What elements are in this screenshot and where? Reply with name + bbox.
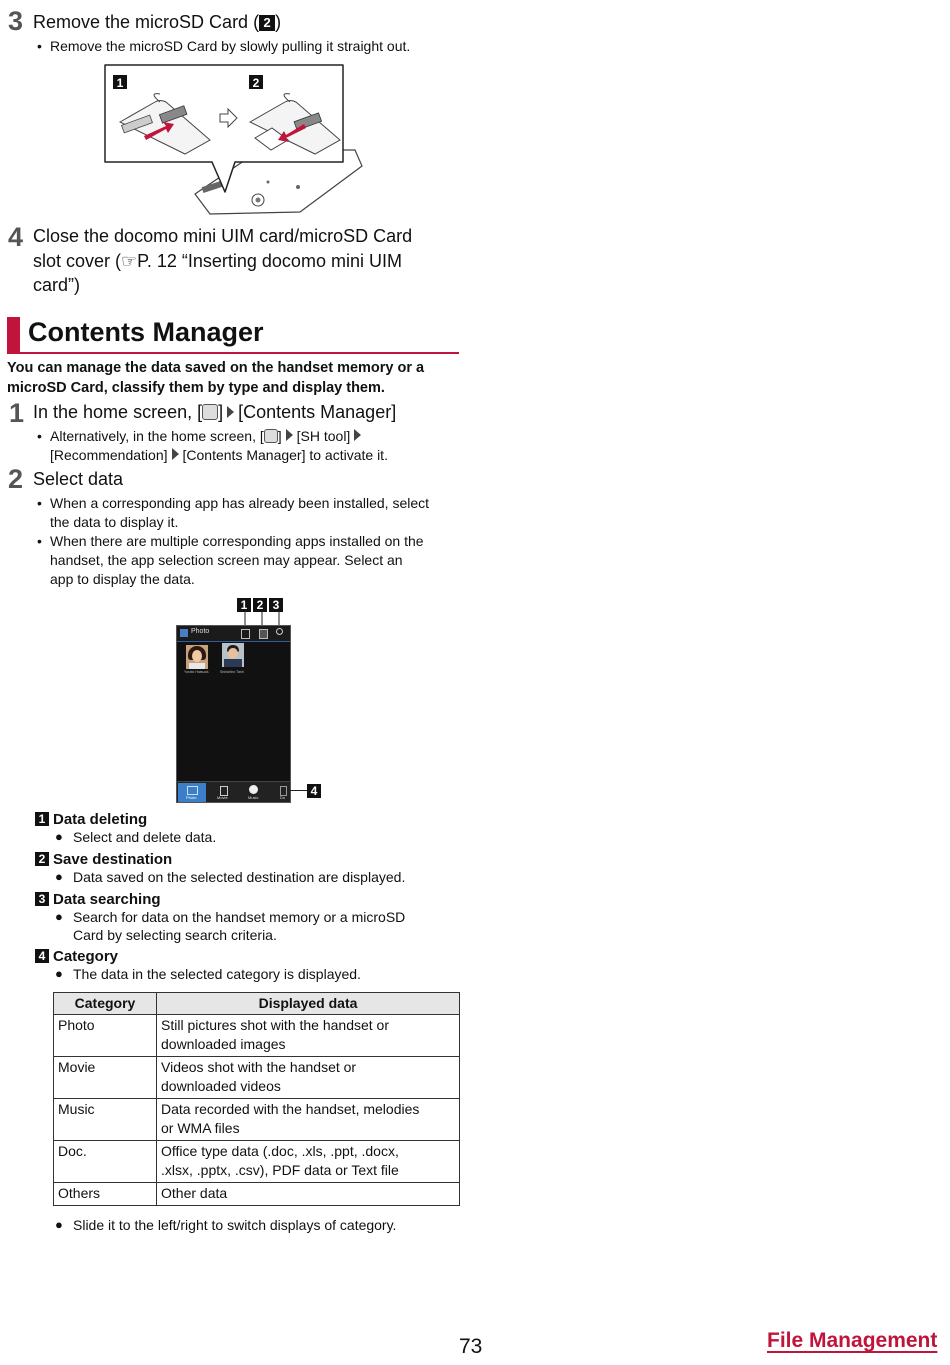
- table-cell-data: [157, 1057, 460, 1099]
- legend-4-desc: [55, 965, 361, 983]
- step-4-title-line-2-text: slot cover (: [33, 250, 122, 271]
- delete-icon[interactable]: [241, 629, 250, 639]
- step-2-bullet-2-line-1: When there are multiple corresponding apps installed on the: [50, 533, 424, 549]
- step-2-bullet-1-line-1: When a corresponding app has already been installed, select: [50, 495, 430, 511]
- section-accent-bar: [7, 317, 20, 352]
- step-1-bullet-sh-tool: [SH tool]: [296, 428, 351, 444]
- table-cell-data: [157, 1183, 460, 1206]
- category-tab-bar: [177, 781, 290, 803]
- step-3-title-close: ): [275, 12, 282, 32]
- bullet-dot: ●: [55, 909, 63, 924]
- table-cell-data: [157, 1141, 460, 1183]
- step-4-title-line-2: [33, 249, 463, 274]
- bullet-dot: •: [37, 495, 42, 511]
- legend-3-title-text: Data searching: [53, 891, 161, 908]
- tab-photo[interactable]: [178, 783, 206, 802]
- table-row: [54, 1057, 460, 1099]
- step-4-title-line-2-ref: P. 12 “Inserting docomo mini UIM: [137, 250, 402, 271]
- step-2-bullet-2-line-2: handset, the app selection screen may appear. Select an: [50, 552, 403, 568]
- microsd-removal-illustration: [100, 62, 365, 220]
- step-3-bullet-text: Remove the microSD Card by slowly pulling it straight out.: [50, 38, 411, 54]
- step-2-title: Select data: [33, 469, 124, 489]
- apps-icon: [202, 404, 218, 420]
- search-icon[interactable]: [276, 628, 283, 635]
- callout-4-wrap: [307, 783, 321, 801]
- table-cell-line: Still pictures shot with the handset or: [161, 1017, 390, 1033]
- legend-1-title-text: Data deleting: [53, 811, 148, 828]
- section-intro-line-2: microSD Card, classify them by type and display them.: [7, 380, 385, 396]
- reference-hand-icon: ☞: [121, 250, 138, 271]
- step-arrow-icon: [172, 448, 179, 460]
- bullet-dot: ●: [55, 966, 63, 981]
- table-row: [54, 1015, 460, 1057]
- legend-4-number: 4: [35, 949, 49, 963]
- legend-2-title-text: Save destination: [53, 851, 173, 868]
- table-row: [54, 1141, 460, 1183]
- table-cell-category: Others: [54, 1183, 157, 1206]
- photo-1-caption: Yoshio Hatsuda: [184, 670, 209, 674]
- step-4-number: 4: [8, 222, 24, 252]
- table-cell-line: Other data: [161, 1185, 228, 1201]
- photo-thumbnail-1[interactable]: [186, 645, 208, 669]
- step-2-bullet-1: [37, 494, 430, 532]
- bullet-dot: ●: [55, 869, 63, 884]
- legend-1-desc-line-1: Select and delete data.: [73, 829, 217, 845]
- chapter-title: File Management: [767, 1329, 938, 1352]
- phone-header: [177, 626, 290, 642]
- table-cell-line: Videos shot with the handset or: [161, 1059, 357, 1075]
- step-3-title: [33, 12, 281, 33]
- step-1-bullet-close: ]: [277, 428, 282, 444]
- step-1-number: 1: [9, 398, 25, 428]
- legend-4-title: [35, 948, 118, 965]
- person-face: [228, 648, 238, 659]
- step-2-bullet-1-line-2: the data to display it.: [50, 514, 179, 530]
- bullet-dot: •: [37, 38, 42, 54]
- apps-icon: [264, 429, 278, 443]
- bullet-dot: •: [37, 428, 42, 444]
- table-row: [54, 1099, 460, 1141]
- step-1-bullet-text: Alternatively, in the home screen, [: [50, 428, 264, 444]
- legend-1-number: 1: [35, 812, 49, 826]
- step-1-title-close: ]: [218, 402, 224, 422]
- person-suit: [224, 659, 242, 667]
- bullet-dot: ●: [55, 829, 63, 844]
- phone-screen: [176, 625, 291, 803]
- table-header-category: Category: [54, 993, 157, 1015]
- table-cell-line: downloaded images: [161, 1036, 286, 1052]
- callout-labels: [237, 597, 283, 611]
- legend-1-title: [35, 811, 147, 828]
- step-4-title: [33, 224, 463, 298]
- callout-1: 1: [237, 598, 251, 612]
- step-3-bullet: [37, 37, 411, 56]
- bullet-dot: •: [37, 533, 42, 549]
- photo-app-icon: [180, 629, 188, 637]
- tab-doc-label: Do: [280, 795, 286, 800]
- step-3-title-text: Remove the microSD Card (: [33, 12, 260, 32]
- photo-thumbnail-2[interactable]: [222, 643, 244, 667]
- table-cell-line: Data recorded with the handset, melodies: [161, 1101, 420, 1117]
- table-cell-line: .xlsx, .pptx, .csv), PDF data or Text file: [161, 1162, 399, 1178]
- legend-3-desc: [55, 908, 406, 944]
- person-shirt: [189, 663, 205, 669]
- table-header-displayed-data: Displayed data: [157, 993, 460, 1015]
- footer-note: [55, 1216, 397, 1234]
- table-cell-category: Doc.: [54, 1141, 157, 1183]
- section-intro: [7, 358, 424, 398]
- legend-4-title-text: Category: [53, 948, 119, 965]
- callout-2: 2: [253, 598, 267, 612]
- callout-3: 3: [269, 598, 283, 612]
- tab-music-icon: [249, 785, 258, 794]
- step-3-title-box: 2: [259, 15, 275, 31]
- table-cell-data: [157, 1099, 460, 1141]
- person-face: [192, 650, 202, 662]
- table-cell-data: [157, 1015, 460, 1057]
- step-1-bullet-contents-manager: [Contents Manager] to activate it.: [182, 447, 388, 463]
- step-4-title-line-3: card”): [33, 275, 81, 295]
- legend-1-desc: [55, 828, 217, 846]
- table-header-row: [54, 993, 460, 1015]
- step-1-title-target: [Contents Manager]: [238, 402, 397, 422]
- step-1-title-text: In the home screen, [: [33, 402, 203, 422]
- category-table: [53, 992, 460, 1206]
- section-intro-line-1: You can manage the data saved on the handset memory or a: [7, 360, 425, 376]
- figure-label-1: 1: [116, 76, 124, 90]
- legend-2-desc: [55, 868, 406, 886]
- step-1-bullet-recommendation: [Recommendation]: [50, 447, 168, 463]
- legend-3-number: 3: [35, 892, 49, 906]
- legend-2-title: [35, 851, 172, 868]
- table-cell-category: Photo: [54, 1015, 157, 1057]
- legend-3-desc-line-2: Card by selecting search criteria.: [73, 927, 277, 943]
- section-underline: [7, 352, 459, 354]
- table-cell-category: Music: [54, 1099, 157, 1141]
- tab-photo-label: Photo: [186, 795, 197, 800]
- step-arrow-icon: [286, 429, 293, 441]
- step-arrow-icon: [354, 429, 361, 441]
- tab-movie[interactable]: [210, 783, 236, 802]
- tab-photo-icon: [187, 786, 198, 795]
- page-number: 73: [459, 1335, 483, 1358]
- legend-3-title: [35, 891, 161, 908]
- callout-4-leader: [289, 790, 307, 791]
- tab-movie-label: Movie: [217, 795, 228, 800]
- step-1-title: [33, 402, 396, 423]
- step-2-number: 2: [8, 464, 24, 494]
- table-row: [54, 1183, 460, 1206]
- tab-music-label: Music: [248, 795, 259, 800]
- phone-header-title: Photo: [191, 628, 210, 635]
- figure-label-2: 2: [252, 76, 260, 90]
- step-1-bullet: [37, 427, 388, 465]
- table-cell-category: Movie: [54, 1057, 157, 1099]
- tab-music[interactable]: [241, 783, 267, 802]
- bullet-dot: ●: [55, 1217, 63, 1232]
- legend-2-number: 2: [35, 852, 49, 866]
- legend-4-desc-line-1: The data in the selected category is displayed.: [73, 966, 361, 982]
- table-cell-line: or WMA files: [161, 1120, 240, 1136]
- footer-note-text: Slide it to the left/right to switch displays of category.: [73, 1217, 397, 1233]
- photo-2-caption: Shinichiro Tanh: [220, 670, 244, 674]
- callout-4: 4: [307, 784, 321, 798]
- save-destination-icon[interactable]: [259, 629, 268, 639]
- tab-doc[interactable]: [276, 783, 290, 802]
- section-title: Contents Manager: [28, 317, 264, 347]
- table-cell-line: Office type data (.doc, .xls, .ppt, .docx,: [161, 1143, 399, 1159]
- step-2-bullet-2-line-3: app to display the data.: [50, 571, 195, 587]
- step-arrow-icon: [227, 406, 234, 418]
- step-2-bullet-2: [37, 532, 424, 589]
- legend-3-desc-line-1: Search for data on the handset memory or a microSD: [73, 909, 406, 925]
- step-3-number: 3: [8, 6, 24, 36]
- step-4-title-line-1: Close the docomo mini UIM card/microSD Card: [33, 226, 413, 246]
- legend-2-desc-line-1: Data saved on the selected destination are displayed.: [73, 869, 406, 885]
- table-cell-line: downloaded videos: [161, 1078, 281, 1094]
